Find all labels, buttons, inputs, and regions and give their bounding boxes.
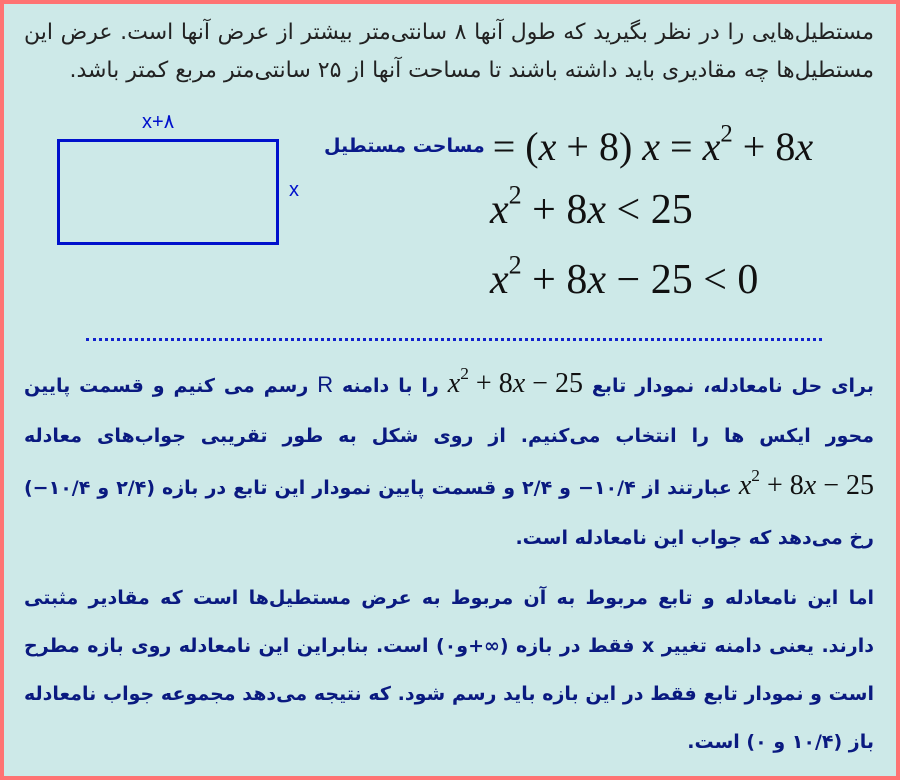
solution-text: رسم می کنیم و قسمت پایین محور ایکس ها را انتخاب می‌کنیم. از روی شکل به طور تقریبی جواب‌های معادله: [24, 375, 874, 447]
domain-symbol: R: [317, 372, 334, 397]
inequality-2: $x^2 + 8x - 25 < 0$: [490, 250, 759, 303]
solution-paragraph-1: [24, 359, 874, 563]
area-formula: = (x + 8) $x = x^2 + 8x$: [492, 119, 814, 169]
area-equation: [324, 116, 813, 176]
solution-text: را با دامنه: [342, 375, 439, 397]
area-label: مساحت مستطیل: [324, 135, 485, 157]
inequality-1: $x^2 + 8x < 25$: [490, 180, 693, 233]
rectangle-figure: [44, 104, 324, 264]
function-expression: $x^2 + 8x - 25$: [738, 465, 874, 501]
problem-statement: مستطیل‌هایی را در نظر بگیرید که طول آنها ۸ سانتی‌متر بیشتر از عرض آنها است. عرض این مستطیل‌ها چه مقادیری باید داشته باشند تا مساحت آنها از ۲۵ سانتی‌متر مربع کمتر باشد.: [24, 20, 874, 83]
solution-paragraph-2: اما این نامعادله و تابع مربوط به آن مربوط به عرض مستطیل‌ها است که مقادیر مثبتی دارند. یعنی دامنه تغییر x فقط در بازه (∞+و۰) است. بنابراین این نامعادله روی بازه مطرح است و نمودار تابع فقط در این بازه باید رسم شود. که نتیجه می‌دهد مجموعه جواب نامعادله باز (۱۰/۴ و ۰) است.: [24, 587, 874, 753]
dotted-divider: [86, 338, 822, 341]
solution-text: عبارتند از ۱۰/۴− و ۲/۴ و قسمت پایین نمودار این تابع در بازه (۲/۴ و ۱۰/۴−) رخ می‌دهد که جواب این نامعادله است.: [24, 477, 874, 549]
width-label: x: [289, 179, 299, 201]
function-expression: $x^2 + 8x - 25$: [447, 363, 583, 399]
solution-text: برای حل نامعادله، نمودار تابع: [591, 375, 874, 397]
rectangle-shape: [57, 139, 279, 245]
length-label: x+۸: [142, 111, 175, 133]
